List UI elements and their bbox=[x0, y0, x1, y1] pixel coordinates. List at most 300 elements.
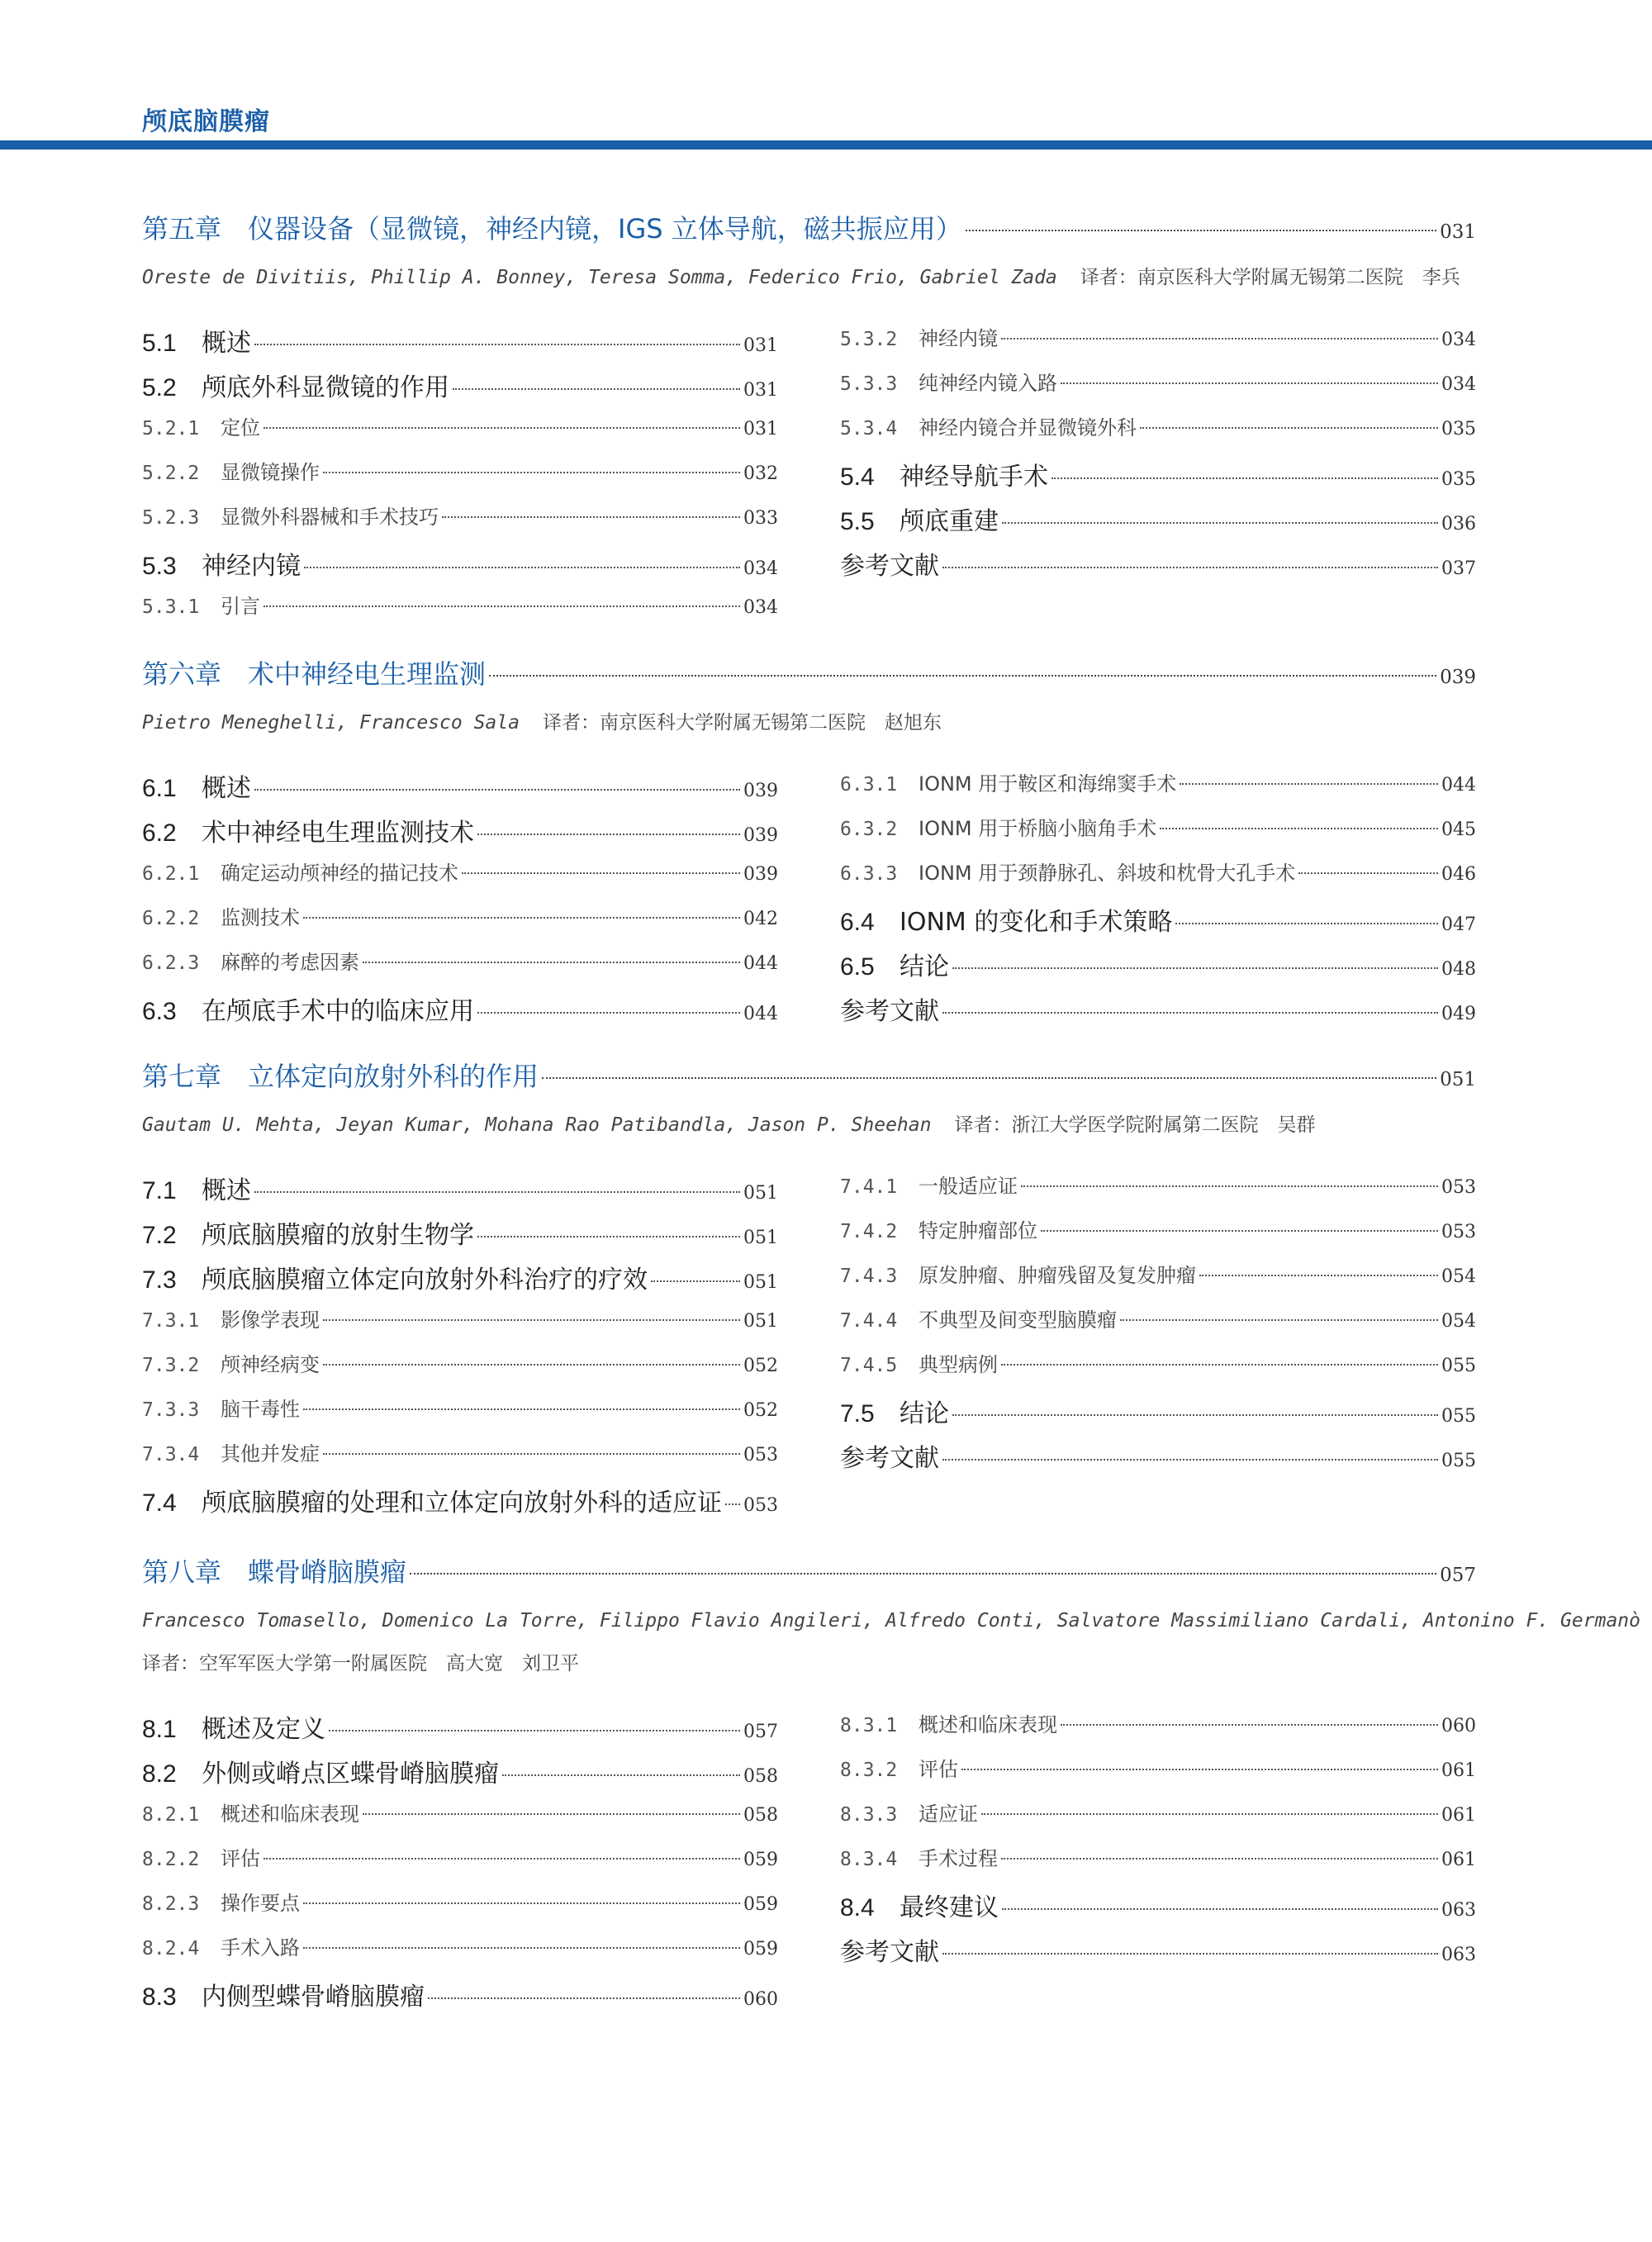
toc-entry[interactable] bbox=[142, 1976, 778, 2021]
section-number: 8.3 bbox=[142, 1983, 177, 2011]
toc-entry[interactable] bbox=[840, 1348, 1476, 1393]
leader-dots bbox=[303, 1902, 740, 1904]
toc-entry[interactable] bbox=[840, 411, 1476, 456]
toc-entry[interactable] bbox=[142, 1931, 778, 1976]
section-number: 7.1 bbox=[142, 1177, 177, 1204]
section-title: 概述 bbox=[202, 1176, 251, 1205]
section-title: 评估 bbox=[919, 1758, 958, 1781]
toc-left-column bbox=[142, 322, 778, 634]
toc-entry[interactable] bbox=[142, 322, 778, 367]
leader-dots bbox=[254, 344, 740, 345]
section-number: 6.4 bbox=[840, 909, 875, 936]
section-page: 053 bbox=[1441, 1222, 1476, 1242]
section-title: 特定肿瘤部位 bbox=[919, 1219, 1037, 1242]
section-page: 031 bbox=[743, 380, 778, 401]
leader-dots bbox=[961, 1769, 1438, 1770]
leader-dots bbox=[981, 1813, 1438, 1815]
section-page: 044 bbox=[743, 1004, 778, 1024]
toc-right-column bbox=[840, 1170, 1476, 1527]
section-number: 7.3 bbox=[142, 1266, 177, 1294]
section-number: 7.3.2 bbox=[142, 1355, 200, 1376]
section-title: 颅底脑膜瘤的放射生物学 bbox=[202, 1221, 474, 1250]
leader-dots bbox=[1021, 1185, 1438, 1187]
section-title: 适应证 bbox=[919, 1803, 978, 1826]
section-title: 概述 bbox=[202, 774, 251, 803]
toc-entry[interactable] bbox=[840, 1931, 1476, 1976]
leader-dots bbox=[323, 1453, 740, 1455]
author-list: Pietro Meneghelli, Francesco Sala bbox=[142, 712, 520, 734]
toc-entry[interactable] bbox=[142, 1753, 778, 1798]
section-page: 052 bbox=[743, 1400, 778, 1421]
section-number: 8.3.1 bbox=[840, 1715, 898, 1736]
section-page: 053 bbox=[1441, 1177, 1476, 1198]
section-title: 参考文献 bbox=[840, 1444, 939, 1473]
chapter-page: 039 bbox=[1440, 667, 1476, 688]
section-number: 6.2.2 bbox=[142, 908, 200, 929]
leader-dots bbox=[477, 1012, 740, 1014]
section-page: 044 bbox=[743, 953, 778, 974]
section-number: 5.4 bbox=[840, 463, 875, 491]
header-rule bbox=[0, 140, 1652, 150]
leader-dots bbox=[1002, 1908, 1438, 1910]
chapter-authors bbox=[142, 256, 1476, 299]
section-page: 031 bbox=[743, 419, 778, 439]
leader-dots bbox=[1120, 1319, 1438, 1321]
chapter-7 bbox=[142, 1056, 1476, 1527]
toc-left-column bbox=[142, 1170, 778, 1527]
leader-dots bbox=[1061, 1724, 1438, 1726]
section-title: 术中神经电生理监测技术 bbox=[202, 819, 474, 848]
toc-entry[interactable] bbox=[840, 1887, 1476, 1931]
leader-dots bbox=[542, 1077, 1436, 1079]
section-page: 058 bbox=[743, 1766, 778, 1787]
toc-entry[interactable] bbox=[142, 857, 778, 901]
section-title: 麻醉的考虑因素 bbox=[221, 951, 359, 974]
toc-entry[interactable] bbox=[142, 590, 778, 634]
section-title: 显微外科器械和手术技巧 bbox=[221, 506, 439, 529]
leader-dots bbox=[453, 388, 740, 390]
chapter-page: 057 bbox=[1440, 1565, 1476, 1586]
chapter-title: 第七章 立体定向放射外科的作用 bbox=[142, 1061, 539, 1092]
toc-entry[interactable] bbox=[142, 946, 778, 990]
toc-entry[interactable] bbox=[142, 1708, 778, 1753]
leader-dots bbox=[942, 1012, 1438, 1014]
section-page: 061 bbox=[1441, 1805, 1476, 1826]
toc-entry[interactable] bbox=[142, 1214, 778, 1259]
chapter-title: 第六章 术中神经电生理监测 bbox=[142, 658, 487, 690]
toc-entry[interactable] bbox=[142, 1259, 778, 1304]
toc-entry[interactable] bbox=[142, 812, 778, 857]
leader-dots bbox=[263, 1858, 740, 1860]
section-number: 7.2 bbox=[142, 1222, 177, 1249]
section-page: 063 bbox=[1441, 1900, 1476, 1921]
toc-entry[interactable] bbox=[142, 1393, 778, 1437]
section-page: 060 bbox=[1441, 1716, 1476, 1736]
section-number: 6.3.1 bbox=[840, 774, 898, 796]
section-page: 033 bbox=[743, 508, 778, 529]
section-page: 044 bbox=[1441, 775, 1476, 796]
leader-dots bbox=[651, 1280, 740, 1282]
section-number: 5.2 bbox=[142, 374, 177, 401]
toc-left-column bbox=[142, 767, 778, 1035]
section-title: 影像学表现 bbox=[221, 1309, 320, 1332]
toc-entry[interactable] bbox=[142, 411, 778, 456]
section-number: 7.4.3 bbox=[840, 1266, 898, 1287]
section-number: 6.2 bbox=[142, 819, 177, 847]
section-number: 5.3 bbox=[142, 553, 177, 580]
translator: 译者：空军军医大学第一附属医院 高大宽 刘卫平 bbox=[142, 1653, 579, 1674]
section-title: 监测技术 bbox=[221, 906, 300, 929]
section-title: 颅底脑膜瘤立体定向放射外科治疗的疗效 bbox=[202, 1266, 648, 1294]
leader-dots bbox=[303, 917, 740, 919]
section-title: 参考文献 bbox=[840, 1938, 939, 1967]
leader-dots bbox=[489, 675, 1436, 677]
section-title: 颅神经病变 bbox=[221, 1353, 320, 1376]
section-number: 5.3.2 bbox=[840, 329, 898, 350]
toc-entry[interactable] bbox=[840, 1304, 1476, 1348]
toc-left-column bbox=[142, 1708, 778, 2021]
section-number: 5.3.1 bbox=[142, 596, 200, 618]
section-title: 定位 bbox=[221, 416, 260, 439]
section-page: 039 bbox=[743, 781, 778, 801]
section-title: 不典型及间变型脑膜瘤 bbox=[919, 1309, 1117, 1332]
section-page: 059 bbox=[743, 1850, 778, 1870]
toc-entry[interactable] bbox=[142, 545, 778, 590]
toc-entry[interactable] bbox=[840, 1437, 1476, 1482]
section-page: 046 bbox=[1441, 864, 1476, 885]
section-title: 颅底重建 bbox=[900, 507, 999, 536]
chapter-authors bbox=[142, 1104, 1476, 1147]
toc-entry[interactable] bbox=[840, 946, 1476, 990]
leader-dots bbox=[263, 427, 740, 429]
toc-entry[interactable] bbox=[840, 901, 1476, 946]
chapter-title: 第五章 仪器设备（显微镜，神经内镜，IGS 立体导航，磁共振应用） bbox=[142, 213, 962, 245]
section-page: 053 bbox=[743, 1495, 778, 1516]
section-title: 脑干毒性 bbox=[221, 1398, 300, 1421]
section-page: 035 bbox=[1441, 419, 1476, 439]
leader-dots bbox=[1061, 382, 1438, 384]
leader-dots bbox=[428, 1997, 740, 1999]
section-page: 058 bbox=[743, 1805, 778, 1826]
section-page: 052 bbox=[743, 1356, 778, 1376]
leader-dots bbox=[263, 606, 740, 607]
leader-dots bbox=[303, 1408, 740, 1410]
author-list: Oreste de Divitiis, Phillip A. Bonney, Teresa Somma, Federico Frio, Gabriel Zada bbox=[142, 267, 1057, 288]
section-number: 7.3.1 bbox=[142, 1310, 200, 1332]
toc-entry[interactable] bbox=[840, 767, 1476, 812]
section-page: 061 bbox=[1441, 1850, 1476, 1870]
chapter-authors bbox=[142, 701, 1476, 744]
toc-entry[interactable] bbox=[840, 1214, 1476, 1259]
chapter-title: 第八章 蝶骨嵴脑膜瘤 bbox=[142, 1556, 407, 1588]
section-number: 8.2.1 bbox=[142, 1804, 200, 1826]
leader-dots bbox=[966, 230, 1436, 231]
section-number: 8.2 bbox=[142, 1760, 177, 1788]
section-title: 手术入路 bbox=[221, 1936, 300, 1959]
section-title: 内侧型蝶骨嵴脑膜瘤 bbox=[202, 1983, 425, 2012]
section-title: 概述和临床表现 bbox=[919, 1713, 1057, 1736]
section-page: 032 bbox=[743, 463, 778, 484]
toc-entry[interactable] bbox=[142, 1887, 778, 1931]
section-title: 概述 bbox=[202, 329, 251, 358]
section-number: 7.3.3 bbox=[142, 1399, 200, 1421]
toc-entry[interactable] bbox=[142, 1304, 778, 1348]
chapter-page: 031 bbox=[1440, 221, 1476, 243]
section-title: 引言 bbox=[221, 595, 260, 618]
toc-entry[interactable] bbox=[142, 990, 778, 1035]
section-number: 6.1 bbox=[142, 775, 177, 802]
section-page: 055 bbox=[1441, 1356, 1476, 1376]
section-number: 5.2.2 bbox=[142, 463, 200, 484]
section-number: 8.2.4 bbox=[142, 1938, 200, 1959]
section-title: 原发肿瘤、肿瘤残留及复发肿瘤 bbox=[919, 1264, 1196, 1287]
section-page: 051 bbox=[743, 1311, 778, 1332]
toc-entry[interactable] bbox=[142, 901, 778, 946]
section-number: 7.4.2 bbox=[840, 1221, 898, 1242]
section-page: 049 bbox=[1441, 1004, 1476, 1024]
toc-entry[interactable] bbox=[840, 1708, 1476, 1753]
toc-entry[interactable] bbox=[142, 1170, 778, 1214]
running-header-title: 颅底脑膜瘤 bbox=[142, 107, 270, 136]
toc-right-column bbox=[840, 322, 1476, 634]
toc-entry[interactable] bbox=[142, 1842, 778, 1887]
toc-entry[interactable] bbox=[840, 501, 1476, 545]
leader-dots bbox=[1001, 338, 1438, 340]
toc-entry[interactable] bbox=[840, 1753, 1476, 1798]
leader-dots bbox=[952, 967, 1438, 969]
leader-dots bbox=[1041, 1230, 1438, 1232]
leader-dots bbox=[442, 516, 740, 518]
leader-dots bbox=[1160, 828, 1438, 829]
chapter-heading[interactable] bbox=[142, 653, 1476, 701]
toc-entry[interactable] bbox=[840, 322, 1476, 367]
toc-right-column bbox=[840, 767, 1476, 1035]
section-page: 061 bbox=[1441, 1760, 1476, 1781]
chapter-heading[interactable] bbox=[142, 208, 1476, 256]
section-page: 047 bbox=[1441, 914, 1476, 935]
toc-entry[interactable] bbox=[142, 767, 778, 812]
section-title: 在颅底手术中的临床应用 bbox=[202, 997, 474, 1026]
section-number: 5.5 bbox=[840, 508, 875, 535]
toc-entry[interactable] bbox=[142, 1348, 778, 1393]
toc-entry[interactable] bbox=[840, 1170, 1476, 1214]
section-page: 034 bbox=[1441, 330, 1476, 350]
section-page: 055 bbox=[1441, 1406, 1476, 1427]
section-title: 手术过程 bbox=[919, 1847, 998, 1870]
toc-entry[interactable] bbox=[840, 1393, 1476, 1437]
section-title: 确定运动颅神经的描记技术 bbox=[221, 862, 458, 885]
section-number: 8.2.2 bbox=[142, 1849, 200, 1870]
section-title: 纯神经内镜入路 bbox=[919, 372, 1057, 395]
section-title: IONM 用于颈静脉孔、斜坡和枕骨大孔手术 bbox=[919, 862, 1296, 885]
section-page: 039 bbox=[743, 825, 778, 846]
leader-dots bbox=[1180, 783, 1438, 785]
section-number: 6.5 bbox=[840, 953, 875, 981]
section-page: 063 bbox=[1441, 1945, 1476, 1965]
chapter-page: 051 bbox=[1440, 1069, 1476, 1090]
author-list: Gautam U. Mehta, Jeyan Kumar, Mohana Rao Patibandla, Jason P. Sheehan bbox=[142, 1114, 932, 1136]
section-number: 5.1 bbox=[142, 330, 177, 357]
section-number: 5.2.3 bbox=[142, 507, 200, 529]
section-page: 034 bbox=[743, 597, 778, 618]
section-title: 参考文献 bbox=[840, 552, 939, 581]
leader-dots bbox=[254, 789, 740, 791]
leader-dots bbox=[942, 1459, 1438, 1461]
leader-dots bbox=[329, 1730, 740, 1731]
leader-dots bbox=[1001, 1364, 1438, 1366]
toc-entry[interactable] bbox=[142, 1482, 778, 1527]
toc-entry[interactable] bbox=[840, 857, 1476, 901]
leader-dots bbox=[502, 1774, 740, 1776]
section-number: 7.3.4 bbox=[142, 1444, 200, 1465]
section-number: 7.4 bbox=[142, 1489, 177, 1517]
toc-entry[interactable] bbox=[840, 367, 1476, 411]
leader-dots bbox=[1051, 477, 1438, 479]
leader-dots bbox=[1298, 872, 1438, 874]
section-page: 051 bbox=[743, 1272, 778, 1293]
section-number: 6.3 bbox=[142, 998, 177, 1025]
section-title: 结论 bbox=[900, 952, 949, 981]
chapter-8 bbox=[142, 1551, 1640, 2021]
section-number: 6.3.3 bbox=[840, 863, 898, 885]
leader-dots bbox=[363, 1813, 740, 1815]
section-title: 最终建议 bbox=[900, 1893, 999, 1922]
leader-dots bbox=[323, 472, 740, 473]
chapter-authors bbox=[142, 1599, 1640, 1642]
leader-dots bbox=[1001, 1858, 1438, 1860]
leader-dots bbox=[1002, 522, 1438, 524]
leader-dots bbox=[477, 1236, 740, 1237]
leader-dots bbox=[725, 1503, 740, 1505]
toc-entry[interactable] bbox=[142, 1798, 778, 1842]
section-page: 034 bbox=[1441, 374, 1476, 395]
section-title: 神经内镜合并显微镜外科 bbox=[919, 416, 1137, 439]
section-page: 053 bbox=[743, 1445, 778, 1465]
leader-dots bbox=[303, 1947, 740, 1949]
section-number: 6.3.2 bbox=[840, 819, 898, 840]
leader-dots bbox=[254, 1191, 740, 1193]
toc-entry[interactable] bbox=[840, 812, 1476, 857]
section-title: 颅底脑膜瘤的处理和立体定向放射外科的适应证 bbox=[202, 1489, 722, 1518]
leader-dots bbox=[952, 1414, 1438, 1416]
section-page: 054 bbox=[1441, 1266, 1476, 1287]
section-title: 概述及定义 bbox=[202, 1715, 325, 1744]
section-title: IONM 用于鞍区和海绵窦手术 bbox=[919, 772, 1177, 796]
section-page: 035 bbox=[1441, 469, 1476, 490]
toc-entry[interactable] bbox=[142, 501, 778, 545]
section-page: 036 bbox=[1441, 514, 1476, 534]
section-page: 048 bbox=[1441, 959, 1476, 980]
leader-dots bbox=[1199, 1275, 1438, 1276]
section-number: 5.3.4 bbox=[840, 418, 898, 439]
section-page: 031 bbox=[743, 335, 778, 356]
section-title: 神经导航手术 bbox=[900, 463, 1048, 492]
section-page: 059 bbox=[743, 1894, 778, 1915]
section-number: 7.4.4 bbox=[840, 1310, 898, 1332]
leader-dots bbox=[942, 567, 1438, 568]
section-page: 042 bbox=[743, 909, 778, 929]
section-page: 051 bbox=[743, 1183, 778, 1204]
section-title: 概述和临床表现 bbox=[221, 1803, 359, 1826]
leader-dots bbox=[462, 872, 740, 874]
section-number: 8.3.4 bbox=[840, 1849, 898, 1870]
section-page: 060 bbox=[743, 1989, 778, 2010]
chapter-heading[interactable] bbox=[142, 1551, 1476, 1599]
toc-entry[interactable] bbox=[840, 1798, 1476, 1842]
toc-entry[interactable] bbox=[840, 1259, 1476, 1304]
section-number: 8.3.2 bbox=[840, 1760, 898, 1781]
section-page: 039 bbox=[743, 864, 778, 885]
toc-entry[interactable] bbox=[840, 1842, 1476, 1887]
section-number: 7.4.1 bbox=[840, 1176, 898, 1198]
toc-entry[interactable] bbox=[142, 367, 778, 411]
section-title: 显微镜操作 bbox=[221, 461, 320, 484]
section-title: 参考文献 bbox=[840, 997, 939, 1026]
toc-right-column bbox=[840, 1708, 1476, 2021]
section-page: 057 bbox=[743, 1722, 778, 1742]
section-page: 037 bbox=[1441, 558, 1476, 579]
section-number: 6.2.3 bbox=[142, 952, 200, 974]
section-page: 045 bbox=[1441, 819, 1476, 840]
section-title: 典型病例 bbox=[919, 1353, 998, 1376]
toc-entry[interactable] bbox=[142, 1437, 778, 1482]
section-page: 034 bbox=[743, 558, 778, 579]
section-title: 结论 bbox=[900, 1399, 949, 1428]
toc-entry[interactable] bbox=[840, 545, 1476, 590]
section-title: 颅底外科显微镜的作用 bbox=[202, 373, 449, 402]
section-number: 7.4.5 bbox=[840, 1355, 898, 1376]
leader-dots bbox=[304, 567, 740, 568]
translator: 译者：浙江大学医学院附属第二医院 吴群 bbox=[954, 1114, 1316, 1136]
section-number: 8.2.3 bbox=[142, 1893, 200, 1915]
section-number: 6.2.1 bbox=[142, 863, 200, 885]
section-number: 7.5 bbox=[840, 1400, 875, 1427]
translator: 译者：南京医科大学附属无锡第二医院 赵旭东 bbox=[542, 712, 942, 734]
section-page: 051 bbox=[743, 1228, 778, 1248]
author-list: Francesco Tomasello, Domenico La Torre, Filippo Flavio Angileri, Alfredo Conti, Salvatore Massimiliano Cardali, Antonino F. Germanò bbox=[142, 1610, 1640, 1632]
section-title: IONM 的变化和手术策略 bbox=[900, 908, 1173, 937]
translator: 译者：南京医科大学附属无锡第二医院 李兵 bbox=[1080, 267, 1460, 288]
section-number: 8.1 bbox=[142, 1716, 177, 1743]
chapter-6 bbox=[142, 653, 1476, 1035]
leader-dots bbox=[477, 834, 740, 835]
section-page: 055 bbox=[1441, 1451, 1476, 1471]
section-title: IONM 用于桥脑小脑角手术 bbox=[919, 817, 1157, 840]
section-page: 059 bbox=[743, 1939, 778, 1959]
section-number: 5.3.3 bbox=[840, 373, 898, 395]
section-number: 8.4 bbox=[840, 1894, 875, 1921]
leader-dots bbox=[363, 962, 740, 963]
section-title: 外侧或嵴点区蝶骨嵴脑膜瘤 bbox=[202, 1760, 499, 1788]
section-title: 神经内镜 bbox=[202, 552, 301, 581]
toc-entry[interactable] bbox=[840, 990, 1476, 1035]
chapter-5 bbox=[142, 208, 1476, 634]
section-number: 8.3.3 bbox=[840, 1804, 898, 1826]
leader-dots bbox=[1140, 427, 1438, 429]
toc-entry[interactable] bbox=[840, 456, 1476, 501]
section-number: 5.2.1 bbox=[142, 418, 200, 439]
section-title: 神经内镜 bbox=[919, 327, 998, 350]
section-title: 一般适应证 bbox=[919, 1175, 1018, 1198]
section-page: 054 bbox=[1441, 1311, 1476, 1332]
toc-entry[interactable] bbox=[142, 456, 778, 501]
section-title: 其他并发症 bbox=[221, 1442, 320, 1465]
section-title: 操作要点 bbox=[221, 1892, 300, 1915]
leader-dots bbox=[323, 1319, 740, 1321]
leader-dots bbox=[410, 1573, 1436, 1575]
section-title: 评估 bbox=[221, 1847, 260, 1870]
chapter-heading[interactable] bbox=[142, 1056, 1476, 1104]
